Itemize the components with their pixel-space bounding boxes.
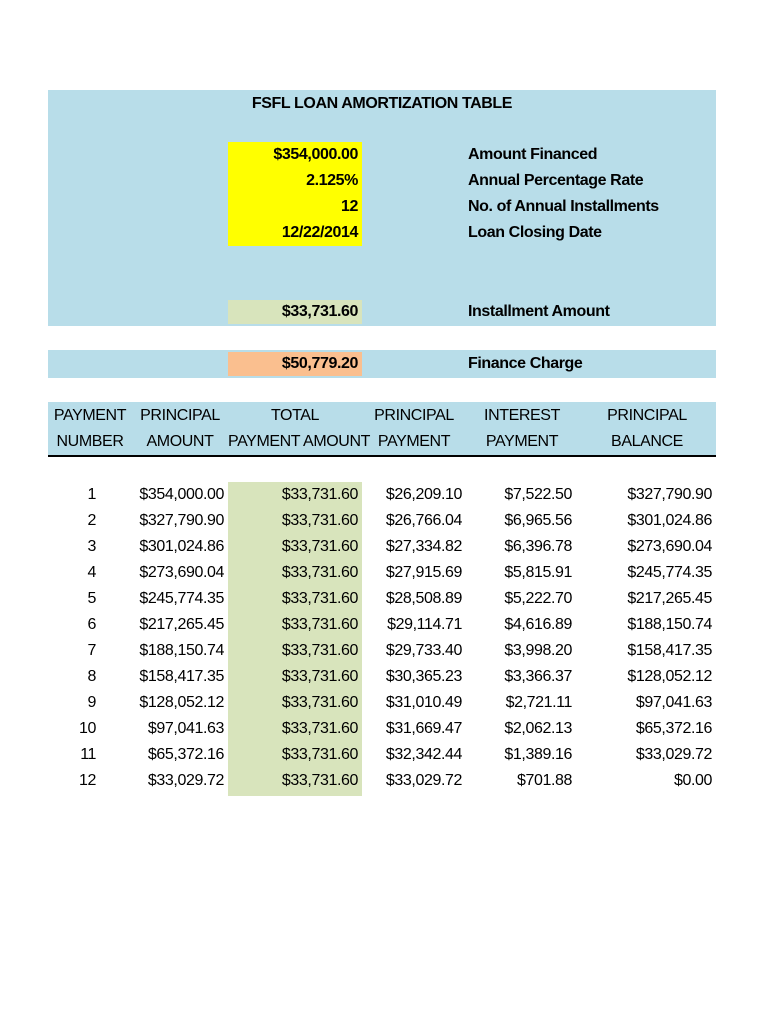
cell-interest-payment: $2,721.11 <box>505 694 572 711</box>
table-row <box>48 638 716 664</box>
cell-total-payment: $33,731.60 <box>281 772 358 789</box>
cell-principal-amount: $327,790.90 <box>139 512 224 529</box>
cell-principal-payment: $28,508.89 <box>385 590 462 607</box>
cell-principal-amount: $65,372.16 <box>147 746 224 763</box>
cell-principal-balance: $33,029.72 <box>635 746 712 763</box>
cell-total-payment: $33,731.60 <box>281 538 358 555</box>
cell-principal-balance: $158,417.35 <box>627 642 712 659</box>
apr-value: 2.125% <box>306 172 358 189</box>
col-header-principal-balance: PRINCIPAL BALANCE <box>607 407 687 450</box>
cell-principal-payment: $30,365.23 <box>385 668 462 685</box>
table-row <box>48 742 716 768</box>
cell-principal-amount: $97,041.63 <box>147 720 224 737</box>
cell-principal-balance: $327,790.90 <box>627 486 712 503</box>
col-header-total-payment: TOTAL PAYMENT AMOUNT <box>228 407 370 450</box>
cell-principal-payment: $31,010.49 <box>385 694 462 711</box>
installment-label: Installment Amount <box>468 303 610 320</box>
cell-principal-payment: $26,766.04 <box>385 512 462 529</box>
cell-total-payment: $33,731.60 <box>281 590 358 607</box>
table-row <box>48 690 716 716</box>
cell-principal-balance: $273,690.04 <box>627 538 712 555</box>
cell-principal-balance: $188,150.74 <box>627 616 712 633</box>
cell-total-payment: $33,731.60 <box>281 746 358 763</box>
installment-band <box>48 298 716 326</box>
cell-interest-payment: $5,222.70 <box>504 590 572 607</box>
spacer-band <box>48 246 716 298</box>
cell-principal-payment: $29,733.40 <box>385 642 462 659</box>
cell-total-payment: $33,731.60 <box>281 564 358 581</box>
page-title: FSFL LOAN AMORTIZATION TABLE <box>251 95 513 112</box>
cell-principal-balance: $301,024.86 <box>627 512 712 529</box>
col-header-interest-payment: INTEREST PAYMENT <box>484 407 560 450</box>
cell-interest-payment: $6,965.56 <box>504 512 572 529</box>
cell-payment-number: 12 <box>79 772 96 789</box>
cell-payment-number: 7 <box>87 642 96 659</box>
col-header-principal-payment: PRINCIPAL PAYMENT <box>374 407 454 450</box>
cell-principal-payment: $29,114.71 <box>387 616 462 633</box>
inputs-band <box>48 142 716 246</box>
table-row <box>48 768 716 794</box>
cell-total-payment: $33,731.60 <box>281 486 358 503</box>
col-header-payment-number: PAYMENT NUMBER <box>53 407 127 450</box>
cell-principal-amount: $128,052.12 <box>139 694 224 711</box>
cell-interest-payment: $5,815.91 <box>504 564 572 581</box>
cell-payment-number: 3 <box>87 538 96 555</box>
cell-principal-balance: $65,372.16 <box>635 720 712 737</box>
cell-interest-payment: $7,522.50 <box>504 486 572 503</box>
col-header-principal-amount: PRINCIPAL AMOUNT <box>140 407 220 450</box>
cell-principal-balance: $0.00 <box>673 772 712 789</box>
cell-principal-balance: $217,265.45 <box>627 590 712 607</box>
amount-financed-value: $354,000.00 <box>273 146 358 163</box>
cell-principal-amount: $354,000.00 <box>139 486 224 503</box>
finance-value: $50,779.20 <box>281 355 358 372</box>
cell-total-payment: $33,731.60 <box>281 694 358 711</box>
cell-payment-number: 1 <box>87 486 96 503</box>
cell-principal-amount: $217,265.45 <box>139 616 224 633</box>
cell-principal-payment: $31,669.47 <box>385 720 462 737</box>
closing-date-label: Loan Closing Date <box>468 224 602 241</box>
cell-principal-amount: $158,417.35 <box>139 668 224 685</box>
cell-payment-number: 8 <box>87 668 96 685</box>
cell-interest-payment: $6,396.78 <box>504 538 572 555</box>
cell-principal-payment: $27,915.69 <box>385 564 462 581</box>
cell-payment-number: 6 <box>87 616 96 633</box>
cell-payment-number: 10 <box>79 720 96 737</box>
cell-payment-number: 2 <box>87 512 96 529</box>
cell-interest-payment: $4,616.89 <box>504 616 572 633</box>
cell-principal-amount: $273,690.04 <box>139 564 224 581</box>
cell-principal-balance: $97,041.63 <box>635 694 712 711</box>
cell-total-payment: $33,731.60 <box>281 720 358 737</box>
cell-payment-number: 4 <box>87 564 96 581</box>
installments-value: 12 <box>341 198 358 215</box>
table-row <box>48 560 716 586</box>
cell-interest-payment: $1,389.16 <box>504 746 572 763</box>
installments-label: No. of Annual Installments <box>468 198 659 215</box>
cell-total-payment: $33,731.60 <box>281 642 358 659</box>
finance-band <box>48 350 716 378</box>
cell-principal-payment: $26,209.10 <box>385 486 462 503</box>
cell-principal-balance: $128,052.12 <box>627 668 712 685</box>
cell-principal-amount: $33,029.72 <box>147 772 224 789</box>
cell-interest-payment: $3,366.37 <box>504 668 572 685</box>
table-row <box>48 482 716 508</box>
cell-payment-number: 5 <box>87 590 96 607</box>
table-row <box>48 664 716 690</box>
table-row <box>48 716 716 742</box>
cell-interest-payment: $3,998.20 <box>504 642 572 659</box>
cell-total-payment: $33,731.60 <box>281 668 358 685</box>
cell-principal-amount: $301,024.86 <box>139 538 224 555</box>
closing-date-value: 12/22/2014 <box>281 224 358 241</box>
cell-interest-payment: $2,062.13 <box>504 720 572 737</box>
header-divider <box>48 455 716 457</box>
table-row <box>48 534 716 560</box>
cell-interest-payment: $701.88 <box>516 772 572 789</box>
cell-principal-payment: $27,334.82 <box>385 538 462 555</box>
amount-financed-label: Amount Financed <box>468 146 598 163</box>
table-row <box>48 508 716 534</box>
cell-principal-amount: $245,774.35 <box>139 590 224 607</box>
table-row <box>48 586 716 612</box>
cell-payment-number: 11 <box>80 746 96 763</box>
cell-total-payment: $33,731.60 <box>281 616 358 633</box>
cell-total-payment: $33,731.60 <box>281 512 358 529</box>
cell-payment-number: 9 <box>87 694 96 711</box>
cell-principal-payment: $32,342.44 <box>385 746 462 763</box>
cell-principal-balance: $245,774.35 <box>627 564 712 581</box>
cell-principal-payment: $33,029.72 <box>385 772 462 789</box>
cell-principal-amount: $188,150.74 <box>139 642 224 659</box>
finance-label: Finance Charge <box>468 355 583 372</box>
apr-label: Annual Percentage Rate <box>468 172 644 189</box>
table-row <box>48 612 716 638</box>
installment-value: $33,731.60 <box>281 303 358 320</box>
